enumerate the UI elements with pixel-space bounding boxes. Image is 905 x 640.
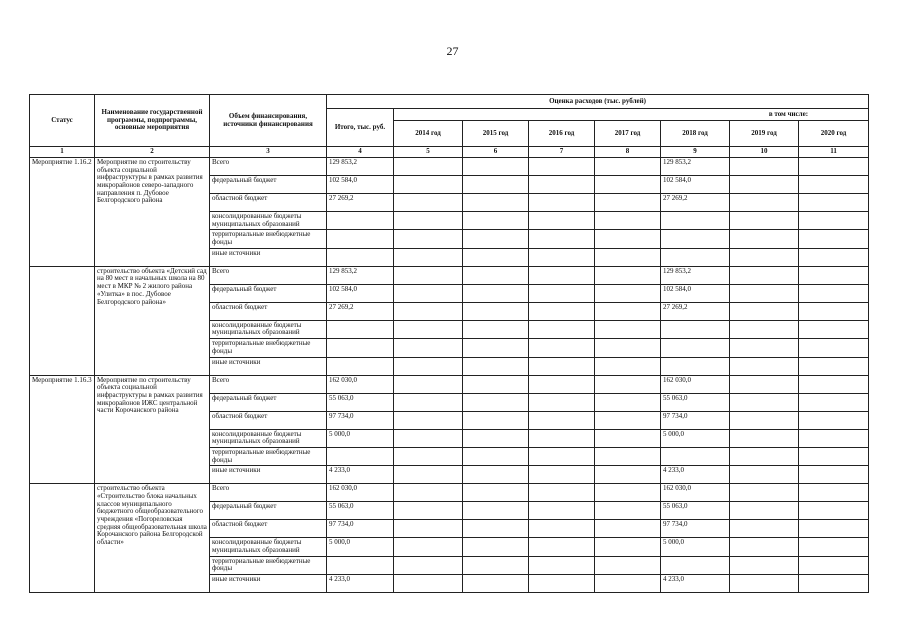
- header-total: Итого, тыс. руб.: [327, 109, 394, 147]
- year-value-cell: [595, 357, 661, 375]
- year-value-cell: [394, 176, 463, 194]
- status-cell: Мероприятие 1.16.2: [30, 158, 95, 267]
- year-value-cell: [529, 284, 595, 302]
- year-value-cell: [529, 466, 595, 484]
- year-value-cell: [799, 575, 869, 593]
- table-row: [30, 375, 869, 393]
- year-value-cell: [463, 266, 529, 284]
- year-value-cell: [394, 212, 463, 230]
- year-value-cell: [730, 393, 799, 411]
- total-cell: [327, 447, 394, 465]
- year-value-cell: [463, 194, 529, 212]
- year-value-cell: [529, 339, 595, 357]
- total-cell: 102 584,0: [327, 284, 394, 302]
- year-2018-cell: 162 030,0: [661, 484, 730, 502]
- total-cell: 97 734,0: [327, 520, 394, 538]
- year-value-cell: [394, 158, 463, 176]
- total-cell: 55 063,0: [327, 393, 394, 411]
- year-value-cell: [595, 520, 661, 538]
- year-2018-cell: 55 063,0: [661, 502, 730, 520]
- year-value-cell: [463, 302, 529, 320]
- year-value-cell: [463, 393, 529, 411]
- year-value-cell: [463, 538, 529, 556]
- status-cell: [30, 484, 95, 593]
- total-cell: 162 030,0: [327, 375, 394, 393]
- year-value-cell: [799, 375, 869, 393]
- total-cell: 129 853,2: [327, 266, 394, 284]
- year-value-cell: [595, 339, 661, 357]
- year-value-cell: [730, 302, 799, 320]
- year-2018-cell: [661, 357, 730, 375]
- year-value-cell: [463, 284, 529, 302]
- year-value-cell: [394, 339, 463, 357]
- year-2018-cell: [661, 320, 730, 338]
- column-number: 2: [95, 147, 210, 158]
- year-value-cell: [799, 520, 869, 538]
- funding-source-cell: иные источники: [210, 357, 327, 375]
- year-value-cell: [463, 176, 529, 194]
- year-2018-cell: [661, 248, 730, 266]
- header-volume: Объем финансирования, источники финансирования: [210, 95, 327, 147]
- funding-source-cell: иные источники: [210, 248, 327, 266]
- year-value-cell: [730, 429, 799, 447]
- year-value-cell: [730, 375, 799, 393]
- year-2018-cell: [661, 230, 730, 248]
- total-cell: [327, 357, 394, 375]
- year-value-cell: [394, 393, 463, 411]
- year-value-cell: [730, 320, 799, 338]
- year-value-cell: [463, 339, 529, 357]
- year-2018-cell: 129 853,2: [661, 158, 730, 176]
- year-2018-cell: 129 853,2: [661, 266, 730, 284]
- year-value-cell: [394, 447, 463, 465]
- year-value-cell: [799, 212, 869, 230]
- year-value-cell: [463, 411, 529, 429]
- year-value-cell: [529, 375, 595, 393]
- year-value-cell: [529, 266, 595, 284]
- year-value-cell: [730, 176, 799, 194]
- year-value-cell: [595, 502, 661, 520]
- page-number: 27: [446, 44, 459, 58]
- header-year: 2014 год: [394, 121, 463, 147]
- year-value-cell: [529, 556, 595, 574]
- year-value-cell: [394, 466, 463, 484]
- year-value-cell: [730, 248, 799, 266]
- funding-source-cell: консолидированные бюджеты муниципальных образований: [210, 320, 327, 338]
- year-2018-cell: 5 000,0: [661, 429, 730, 447]
- total-cell: [327, 320, 394, 338]
- total-cell: [327, 556, 394, 574]
- funding-source-cell: Всего: [210, 158, 327, 176]
- year-2018-cell: [661, 447, 730, 465]
- year-value-cell: [799, 556, 869, 574]
- column-number: 5: [394, 147, 463, 158]
- year-value-cell: [799, 393, 869, 411]
- funding-source-cell: иные источники: [210, 575, 327, 593]
- funding-source-cell: Всего: [210, 375, 327, 393]
- header-including: в том числе:: [394, 109, 869, 121]
- year-value-cell: [595, 284, 661, 302]
- year-value-cell: [394, 320, 463, 338]
- year-value-cell: [799, 411, 869, 429]
- year-value-cell: [730, 284, 799, 302]
- total-cell: [327, 212, 394, 230]
- year-value-cell: [394, 230, 463, 248]
- year-value-cell: [529, 429, 595, 447]
- funding-source-cell: областной бюджет: [210, 520, 327, 538]
- year-value-cell: [595, 411, 661, 429]
- year-2018-cell: 97 734,0: [661, 520, 730, 538]
- year-value-cell: [730, 411, 799, 429]
- year-value-cell: [799, 248, 869, 266]
- year-value-cell: [394, 538, 463, 556]
- total-cell: [327, 230, 394, 248]
- column-number: 6: [463, 147, 529, 158]
- header-year: 2015 год: [463, 121, 529, 147]
- total-cell: 97 734,0: [327, 411, 394, 429]
- header-name: Наименование государственной программы, подпрограммы, основные мероприятия: [95, 95, 210, 147]
- year-2018-cell: 97 734,0: [661, 411, 730, 429]
- year-value-cell: [529, 411, 595, 429]
- year-value-cell: [799, 447, 869, 465]
- year-2018-cell: 4 233,0: [661, 466, 730, 484]
- year-value-cell: [799, 194, 869, 212]
- year-value-cell: [529, 176, 595, 194]
- program-name-cell: Мероприятие по строительству объекта социальной инфраструктуры в рамках развития микрорайонов северо-западного направления п. Дубовое Белгородского района: [95, 158, 210, 267]
- funding-source-cell: федеральный бюджет: [210, 502, 327, 520]
- year-value-cell: [595, 375, 661, 393]
- header-estimate: Оценка расходов (тыс. рублей): [327, 95, 869, 109]
- year-value-cell: [463, 248, 529, 266]
- year-value-cell: [394, 375, 463, 393]
- year-value-cell: [799, 284, 869, 302]
- year-value-cell: [595, 466, 661, 484]
- funding-source-cell: Всего: [210, 484, 327, 502]
- year-value-cell: [730, 194, 799, 212]
- program-name-cell: строительство объекта «Строительство блока начальных классов муниципального бюджетного общеобразовательного учреждения «Погореловская средняя общеобразовательная школа Корочанского района Белгородской области»: [95, 484, 210, 593]
- year-value-cell: [595, 248, 661, 266]
- year-value-cell: [463, 502, 529, 520]
- year-value-cell: [595, 429, 661, 447]
- funding-source-cell: областной бюджет: [210, 302, 327, 320]
- header-year: 2018 год: [661, 121, 730, 147]
- year-value-cell: [394, 302, 463, 320]
- header-year: 2017 год: [595, 121, 661, 147]
- year-value-cell: [394, 502, 463, 520]
- header-year: 2016 год: [529, 121, 595, 147]
- total-cell: 102 584,0: [327, 176, 394, 194]
- column-number: 9: [661, 147, 730, 158]
- year-value-cell: [529, 502, 595, 520]
- year-value-cell: [730, 158, 799, 176]
- year-value-cell: [799, 302, 869, 320]
- funding-source-cell: иные источники: [210, 466, 327, 484]
- year-value-cell: [595, 484, 661, 502]
- year-value-cell: [394, 357, 463, 375]
- year-value-cell: [463, 158, 529, 176]
- year-value-cell: [463, 575, 529, 593]
- year-value-cell: [595, 538, 661, 556]
- year-value-cell: [463, 357, 529, 375]
- year-2018-cell: [661, 212, 730, 230]
- year-value-cell: [463, 466, 529, 484]
- year-value-cell: [730, 466, 799, 484]
- year-2018-cell: 162 030,0: [661, 375, 730, 393]
- year-value-cell: [394, 520, 463, 538]
- year-value-cell: [529, 484, 595, 502]
- year-value-cell: [595, 302, 661, 320]
- year-value-cell: [799, 320, 869, 338]
- year-2018-cell: 5 000,0: [661, 538, 730, 556]
- funding-source-cell: областной бюджет: [210, 194, 327, 212]
- year-value-cell: [463, 484, 529, 502]
- table-row: [30, 484, 869, 502]
- total-cell: 27 269,2: [327, 302, 394, 320]
- total-cell: 4 233,0: [327, 575, 394, 593]
- status-cell: Мероприятие 1.16.3: [30, 375, 95, 484]
- column-number: 7: [529, 147, 595, 158]
- total-cell: 55 063,0: [327, 502, 394, 520]
- funding-source-cell: федеральный бюджет: [210, 393, 327, 411]
- year-value-cell: [529, 520, 595, 538]
- year-value-cell: [730, 266, 799, 284]
- year-value-cell: [529, 320, 595, 338]
- funding-source-cell: территориальные внебюджетные фонды: [210, 556, 327, 574]
- year-value-cell: [799, 357, 869, 375]
- year-value-cell: [730, 357, 799, 375]
- year-value-cell: [394, 248, 463, 266]
- year-value-cell: [463, 375, 529, 393]
- total-cell: 27 269,2: [327, 194, 394, 212]
- year-2018-cell: 102 584,0: [661, 284, 730, 302]
- table-row: [30, 158, 869, 176]
- year-value-cell: [730, 538, 799, 556]
- year-value-cell: [799, 466, 869, 484]
- year-value-cell: [529, 194, 595, 212]
- year-value-cell: [595, 158, 661, 176]
- year-value-cell: [799, 176, 869, 194]
- year-value-cell: [463, 230, 529, 248]
- funding-source-cell: федеральный бюджет: [210, 284, 327, 302]
- total-cell: 5 000,0: [327, 429, 394, 447]
- year-2018-cell: 4 233,0: [661, 575, 730, 593]
- year-value-cell: [463, 447, 529, 465]
- year-value-cell: [463, 429, 529, 447]
- year-value-cell: [730, 502, 799, 520]
- year-value-cell: [799, 266, 869, 284]
- funding-source-cell: территориальные внебюджетные фонды: [210, 339, 327, 357]
- total-cell: 162 030,0: [327, 484, 394, 502]
- year-2018-cell: [661, 556, 730, 574]
- year-value-cell: [394, 194, 463, 212]
- year-value-cell: [595, 194, 661, 212]
- column-number: 10: [730, 147, 799, 158]
- funding-source-cell: территориальные внебюджетные фонды: [210, 230, 327, 248]
- year-value-cell: [595, 556, 661, 574]
- year-2018-cell: 27 269,2: [661, 194, 730, 212]
- year-value-cell: [394, 284, 463, 302]
- year-value-cell: [529, 248, 595, 266]
- year-value-cell: [799, 538, 869, 556]
- header-year: 2020 год: [799, 121, 869, 147]
- year-value-cell: [799, 230, 869, 248]
- year-value-cell: [394, 429, 463, 447]
- total-cell: [327, 248, 394, 266]
- year-value-cell: [799, 484, 869, 502]
- column-number: 1: [30, 147, 95, 158]
- year-value-cell: [394, 411, 463, 429]
- total-cell: [327, 339, 394, 357]
- year-2018-cell: 102 584,0: [661, 176, 730, 194]
- funding-source-cell: консолидированные бюджеты муниципальных образований: [210, 538, 327, 556]
- year-2018-cell: [661, 339, 730, 357]
- year-value-cell: [463, 212, 529, 230]
- year-value-cell: [730, 339, 799, 357]
- funding-source-cell: консолидированные бюджеты муниципальных образований: [210, 212, 327, 230]
- year-value-cell: [463, 556, 529, 574]
- total-cell: 5 000,0: [327, 538, 394, 556]
- total-cell: 4 233,0: [327, 466, 394, 484]
- year-value-cell: [529, 357, 595, 375]
- year-value-cell: [463, 520, 529, 538]
- year-value-cell: [529, 158, 595, 176]
- column-number: 3: [210, 147, 327, 158]
- year-value-cell: [394, 575, 463, 593]
- column-number: 11: [799, 147, 869, 158]
- funding-source-cell: областной бюджет: [210, 411, 327, 429]
- year-value-cell: [529, 575, 595, 593]
- funding-source-cell: Всего: [210, 266, 327, 284]
- year-value-cell: [394, 556, 463, 574]
- year-value-cell: [394, 266, 463, 284]
- year-value-cell: [595, 230, 661, 248]
- year-value-cell: [595, 393, 661, 411]
- year-value-cell: [595, 447, 661, 465]
- year-value-cell: [463, 320, 529, 338]
- year-value-cell: [730, 484, 799, 502]
- total-cell: 129 853,2: [327, 158, 394, 176]
- year-value-cell: [799, 339, 869, 357]
- year-value-cell: [730, 556, 799, 574]
- year-value-cell: [529, 538, 595, 556]
- year-value-cell: [595, 575, 661, 593]
- program-name-cell: строительство объекта «Детский сад на 80 мест в начальных школа на 80 мест в МКР № 2 жилого района «Улитка» в пос. Дубовое Белгородского района»: [95, 266, 210, 375]
- year-2018-cell: 55 063,0: [661, 393, 730, 411]
- expenses-table: [29, 94, 869, 593]
- year-value-cell: [529, 302, 595, 320]
- year-value-cell: [529, 230, 595, 248]
- funding-source-cell: федеральный бюджет: [210, 176, 327, 194]
- year-value-cell: [529, 212, 595, 230]
- year-value-cell: [730, 447, 799, 465]
- column-number: 4: [327, 147, 394, 158]
- year-value-cell: [799, 502, 869, 520]
- year-2018-cell: 27 269,2: [661, 302, 730, 320]
- status-cell: [30, 266, 95, 375]
- year-value-cell: [595, 266, 661, 284]
- program-name-cell: Мероприятие по строительству объекта социальной инфраструктуры в рамках развития микрорайонов ИЖС центральной части Корочанского района: [95, 375, 210, 484]
- year-value-cell: [799, 158, 869, 176]
- funding-source-cell: консолидированные бюджеты муниципальных образований: [210, 429, 327, 447]
- year-value-cell: [730, 230, 799, 248]
- funding-source-cell: территориальные внебюджетные фонды: [210, 447, 327, 465]
- year-value-cell: [595, 212, 661, 230]
- year-value-cell: [595, 320, 661, 338]
- year-value-cell: [529, 447, 595, 465]
- table-row: [30, 266, 869, 284]
- year-value-cell: [799, 429, 869, 447]
- year-value-cell: [394, 484, 463, 502]
- header-year: 2019 год: [730, 121, 799, 147]
- year-value-cell: [529, 393, 595, 411]
- year-value-cell: [730, 212, 799, 230]
- column-number: 8: [595, 147, 661, 158]
- year-value-cell: [730, 575, 799, 593]
- year-value-cell: [595, 176, 661, 194]
- header-status: Статус: [30, 95, 95, 147]
- year-value-cell: [730, 520, 799, 538]
